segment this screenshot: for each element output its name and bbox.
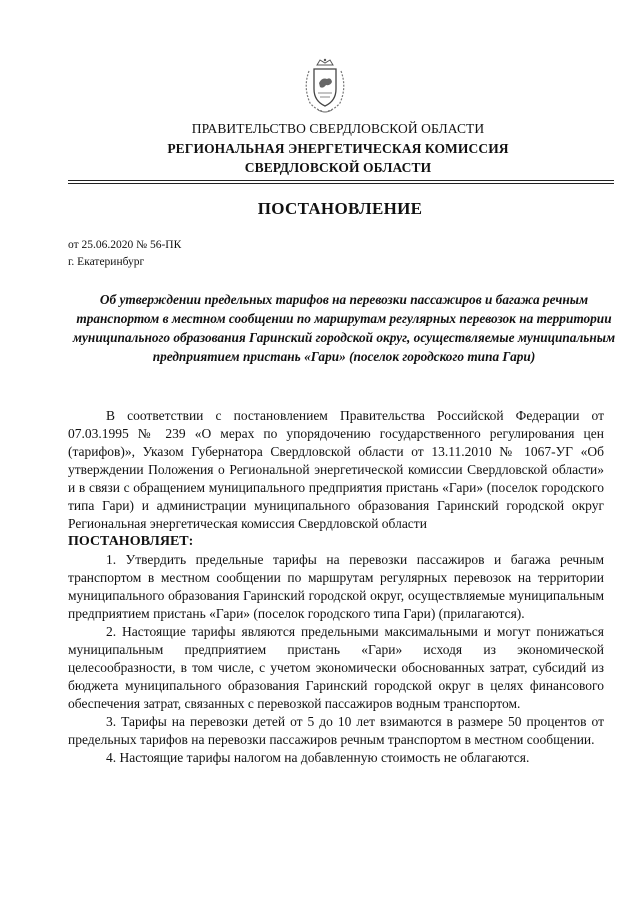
coat-of-arms-icon (300, 57, 350, 115)
government-name: ПРАВИТЕЛЬСТВО СВЕРДЛОВСКОЙ ОБЛАСТИ (191, 121, 485, 136)
decree-item-2: 2. Настоящие тарифы являются предельными максимальными и могут понижаться муниципальным предприятием пристань «Гари» исходя из экономической целесообразности, в том числе, с учетом экономически обоснованных затрат, субсидий из бюджета муниципального образования Гаринский городской округ в целях финансового обеспечения затрат, связанных с перевозкой пассажиров водным транспортом. (68, 624, 604, 711)
decree-word: ПОСТАНОВЛЯЕТ: (68, 534, 194, 549)
preamble-paragraph: В соответствии с постановлением Правительства Российской Федерации от 07.03.1995 № 239 «О мерах по упорядочению государственного регулирования цен (тарифов)», Указом Губернатора Свердловской области от 13.11.2010 № 1067-УГ «Об утверждении Положения о Региональной энергетической комиссии Свердловской области» и в связи с обращением муниципального предприятия пристань «Гари» (поселок городского типа Гари) и администрации муниципального образования Гаринский городской округ Региональная энергетическая комиссия Свердловской области (68, 408, 604, 531)
document-date-number: от 25.06.2020 № 56-ПК (68, 239, 182, 251)
decree-item-4: 4. Настоящие тарифы налогом на добавленную стоимость не облагаются. (106, 750, 530, 765)
header-divider-top (68, 180, 614, 181)
commission-name-line2: СВЕРДЛОВСКОЙ ОБЛАСТИ (244, 160, 432, 175)
document-city: г. Екатеринбург (68, 256, 145, 268)
header-divider-bottom (68, 183, 614, 184)
document-body (68, 407, 604, 767)
commission-name-line1: РЕГИОНАЛЬНАЯ ЭНЕРГЕТИЧЕСКАЯ КОМИССИЯ (167, 141, 509, 156)
decree-item-3: 3. Тарифы на перевозки детей от 5 до 10 лет взимаются в размере 50 процентов от предельных тарифов на перевозки пассажиров речным транспортом в местном сообщении. (68, 714, 604, 747)
document-type-title: ПОСТАНОВЛЕНИЕ (257, 199, 423, 218)
document-subject: Об утверждении предельных тарифов на перевозки пассажиров и багажа речным транспортом в местном сообщении по маршрутам регулярных перевозок на территории муниципального образования Гаринский городской округ, осуществляемые муниципальным предприятием пристань «Гари» (поселок городского типа Гари) (72, 292, 616, 364)
decree-item-1: 1. Утвердить предельные тарифы на перевозки пассажиров и багажа речным транспортом в местном сообщении по маршрутам регулярных перевозок на территории муниципального образования Гаринский городской округ, осуществляемые муниципальным предприятием пристань «Гари» (поселок городского типа Гари) (прилагаются). (68, 552, 604, 621)
